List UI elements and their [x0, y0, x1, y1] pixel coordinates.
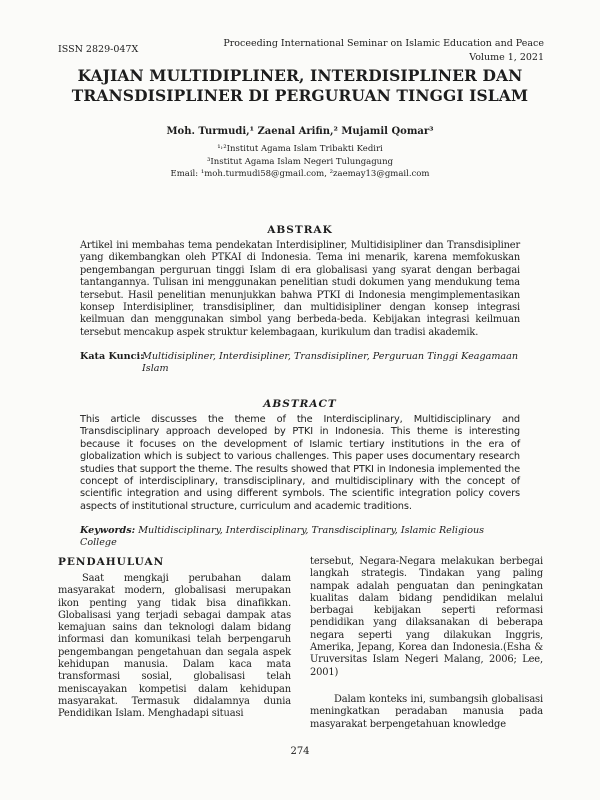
body-right-column — [310, 556, 543, 731]
proceeding-name: Proceeding International Seminar on Islamic Education and Peace — [223, 38, 544, 49]
affiliation-2: ³Institut Agama Islam Negeri Tulungagung — [206, 156, 394, 167]
page-number: 274 — [290, 746, 310, 757]
title-line-1: KAJIAN MULTIDIPLINER, INTERDISIPLINER DAN — [77, 66, 523, 85]
body-right-paragraph-1: tersebut, Negara-Negara melakukan berbegai langkah strategis. Tindakan yang paling nampak adalah penguatan dan peningkatan kualitas dalam bidang pendidikan melalui berbagai kebijakan seperti reformasi pendidikan yang dilaksanakan di beberapa negara seperti yang dilakukan Inggris, Amerika, Jepang, Korea dan Indonesia.(Esha & Uruversitas Islam Negeri Malang, 2006; Lee, 2001) — [310, 556, 543, 678]
body-left-column: Saat mengkaji perubahan dalam masyarakat modern, globalisasi merupakan ikon penting yang tidak bisa dinafikkan. Globalisasi yang terjadi sebagai dampak atas kemajuan sains dan teknologi dalam bidang informasi dan komunikasi telah berpengaruh pengembangan pengetahuan dan segala aspek kehidupan manusia. Dalam kaca mata transformasi sosial, globalisasi telah meniscayakan kompetisi dalam kehidupan masyarakat. Termasuk didalamnya dunia Pendidikan Islam. Menghadapi situasi — [58, 573, 291, 720]
abstract-text: This article discusses the theme of the Interdisciplinary, Multidisciplinary and Transdisciplinary approach developed by PTKI in Indonesia. This theme is interesting because it focuses on the development of Islamic tertiary institutions in the era of globalization which is subject to various challenges. This paper uses documentary research studies that support the theme. The results showed that PTKI in Indonesia implemented the concept of interdisciplinary, transdisciplinary, and multidisciplinary with the concept of scientific integration and using different symbols. The scientific integration policy covers aspects of institutional structure, curriculum and academic traditions. — [80, 414, 520, 512]
author-list: Moh. Turmudi,¹ Zaenal Arifin,² Mujamil Qomar³ — [166, 126, 434, 137]
abstrak-text: Artikel ini membahas tema pendekatan Interdisipliner, Multidisipliner dan Transdisipliner yang dikembangkan oleh PTKAI di Indonesia. Tema ini menarik, karena memfokuskan pengembangan perguruan tinggi Islam di era globalisasi yang syarat dengan berbagai tantangannya. Tulisan ini menggunakan penelitian studi dokumen yang mendukung tema tersebut. Hasil penelitian menunjukkan bahwa PTKI di Indonesia mengimplementasikan konsep Interdisipliner, transdisipliner, dan multidisipliner dengan konsep integrasi keilmuan dan menggunakan simbol yang berbeda-beda. Kebijakan integrasi keilmuan tersebut mencakup aspek struktur kelembagaan, kurikulum dan tradisi akademik. — [80, 240, 520, 338]
affiliations — [0, 143, 600, 181]
kata-kunci-label: Kata Kunci: — [80, 351, 144, 362]
keywords-label: Keywords: — [80, 525, 136, 536]
title-line-2: TRANSDISIPLINER DI PERGURUAN TINGGI ISLAM — [71, 86, 529, 105]
abstract-heading: ABSTRACT — [263, 398, 337, 410]
kata-kunci-value: Multidisipliner, Interdisipliner, Transdisipliner, Perguruan Tinggi Keagamaan Islam — [142, 351, 519, 375]
affiliation-1: ¹˒²Institut Agama Islam Tribakti Kediri — [217, 144, 383, 154]
section-title: PENDAHULUAN — [58, 556, 165, 568]
keywords — [80, 525, 520, 550]
paper-title — [40, 66, 560, 106]
kata-kunci — [80, 351, 520, 376]
issn-number: ISSN 2829-047X — [58, 44, 139, 55]
running-header — [223, 37, 544, 65]
abstrak-heading: ABSTRAK — [267, 224, 333, 236]
keywords-value: Multidisciplinary, Interdisciplinary, Transdisciplinary, Islamic Religious College — [80, 525, 485, 549]
body-right-paragraph-2: Dalam konteks ini, sumbangsih globalisasi meningkatkan peradaban manusia pada masyarakat berpengetahuan knowledge — [310, 693, 543, 730]
volume-info: Volume 1, 2021 — [469, 52, 544, 63]
author-emails: Email: ¹moh.turmudi58@gmail.com, ²zaemay13@gmail.com — [170, 169, 430, 179]
